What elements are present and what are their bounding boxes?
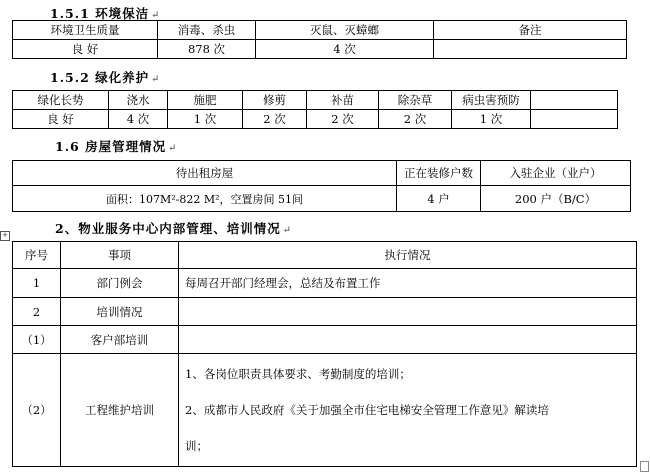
table-cell xyxy=(179,298,637,326)
paragraph-mark: ↵ xyxy=(168,143,178,154)
table-row xyxy=(13,326,637,354)
heading-internal-management xyxy=(55,219,292,237)
env-cleaning-table xyxy=(12,20,627,59)
table-cell: 2 次 xyxy=(379,110,452,129)
table-row xyxy=(13,354,637,467)
header-cell: 事项 xyxy=(61,242,179,269)
header-cell: 施肥 xyxy=(168,91,243,110)
table-cell: 部门例会 xyxy=(61,269,179,298)
table-cell: （1） xyxy=(13,326,61,354)
table-cell: 1 xyxy=(13,269,61,298)
table-cell: 2 次 xyxy=(243,110,307,129)
header-cell: 执行情况 xyxy=(179,242,637,269)
detail-line: 训； xyxy=(185,439,208,453)
heading-text: 1.5.2 绿化养护 xyxy=(50,70,150,85)
table-cell: 每周召开部门经理会，总结及布置工作 xyxy=(179,269,637,298)
table-cell: （2） xyxy=(13,354,61,467)
table-cell: 工程维护培训 xyxy=(61,354,179,467)
table-cell: 2 xyxy=(13,298,61,326)
header-cell: 除杂草 xyxy=(379,91,452,110)
internal-management-table xyxy=(12,241,637,467)
training-detail-cell xyxy=(179,354,637,467)
table-cell: 客户部培训 xyxy=(61,326,179,354)
header-cell: 绿化长势 xyxy=(13,91,109,110)
table-row xyxy=(13,161,631,186)
table-row xyxy=(13,21,627,40)
table-cell: 培训情况 xyxy=(61,298,179,326)
table-cell: 1 次 xyxy=(168,110,243,129)
detail-line: 1、各岗位职责具体要求、考勤制度的培训； xyxy=(185,367,411,381)
table-cell: 878 次 xyxy=(158,40,256,59)
table-cell xyxy=(531,110,618,129)
table-row xyxy=(13,298,637,326)
table-cell: 4 次 xyxy=(109,110,168,129)
table-cell: 面积：107M²-822 M²，空置房间 51间 xyxy=(13,186,397,212)
header-cell: 环境卫生质量 xyxy=(13,21,158,40)
table-row xyxy=(13,91,618,110)
table-row xyxy=(13,242,637,269)
table-row xyxy=(13,110,618,129)
heading-text: 1.5.1 环境保洁 xyxy=(50,6,150,21)
greening-table xyxy=(12,90,618,129)
paragraph-mark: ↵ xyxy=(151,10,161,21)
header-cell: 消毒、杀虫 xyxy=(158,21,256,40)
paragraph-mark: ↵ xyxy=(282,225,293,236)
table-cell xyxy=(179,326,637,354)
housing-table xyxy=(12,160,631,212)
end-of-cell-marker xyxy=(640,461,649,472)
table-cell: 2 次 xyxy=(307,110,379,129)
table-row xyxy=(13,40,627,59)
header-cell: 备注 xyxy=(434,21,627,40)
table-cell: 良 好 xyxy=(13,40,158,59)
table-cell: 200 户（B/C） xyxy=(481,186,631,212)
table-cell: 良 好 xyxy=(13,110,109,129)
heading-text: 2、物业服务中心内部管理、培训情况 xyxy=(55,221,281,236)
header-cell: 待出租房屋 xyxy=(13,161,397,186)
header-cell: 入驻企业（业户） xyxy=(481,161,631,186)
heading-housing xyxy=(55,137,178,155)
header-cell: 修剪 xyxy=(243,91,307,110)
table-cell xyxy=(434,40,627,59)
heading-greening xyxy=(50,68,161,86)
detail-line: 2、成都市人民政府《关于加强全市住宅电梯安全管理工作意见》解读培 xyxy=(185,403,549,417)
table-row xyxy=(13,186,631,212)
header-cell: 浇水 xyxy=(109,91,168,110)
heading-text: 1.6 房屋管理情况 xyxy=(55,139,167,154)
header-cell: 补苗 xyxy=(307,91,379,110)
table-cell: 4 户 xyxy=(397,186,481,212)
header-cell: 序号 xyxy=(13,242,61,269)
table-move-handle-icon[interactable]: + xyxy=(0,231,10,241)
paragraph-mark: ↵ xyxy=(151,74,161,85)
header-cell xyxy=(531,91,618,110)
table-cell: 4 次 xyxy=(256,40,434,59)
header-cell: 正在装修户数 xyxy=(397,161,481,186)
table-cell: 1 次 xyxy=(452,110,531,129)
header-cell: 病虫害预防 xyxy=(452,91,531,110)
table-row xyxy=(13,269,637,298)
header-cell: 灭鼠、灭蟑螂 xyxy=(256,21,434,40)
